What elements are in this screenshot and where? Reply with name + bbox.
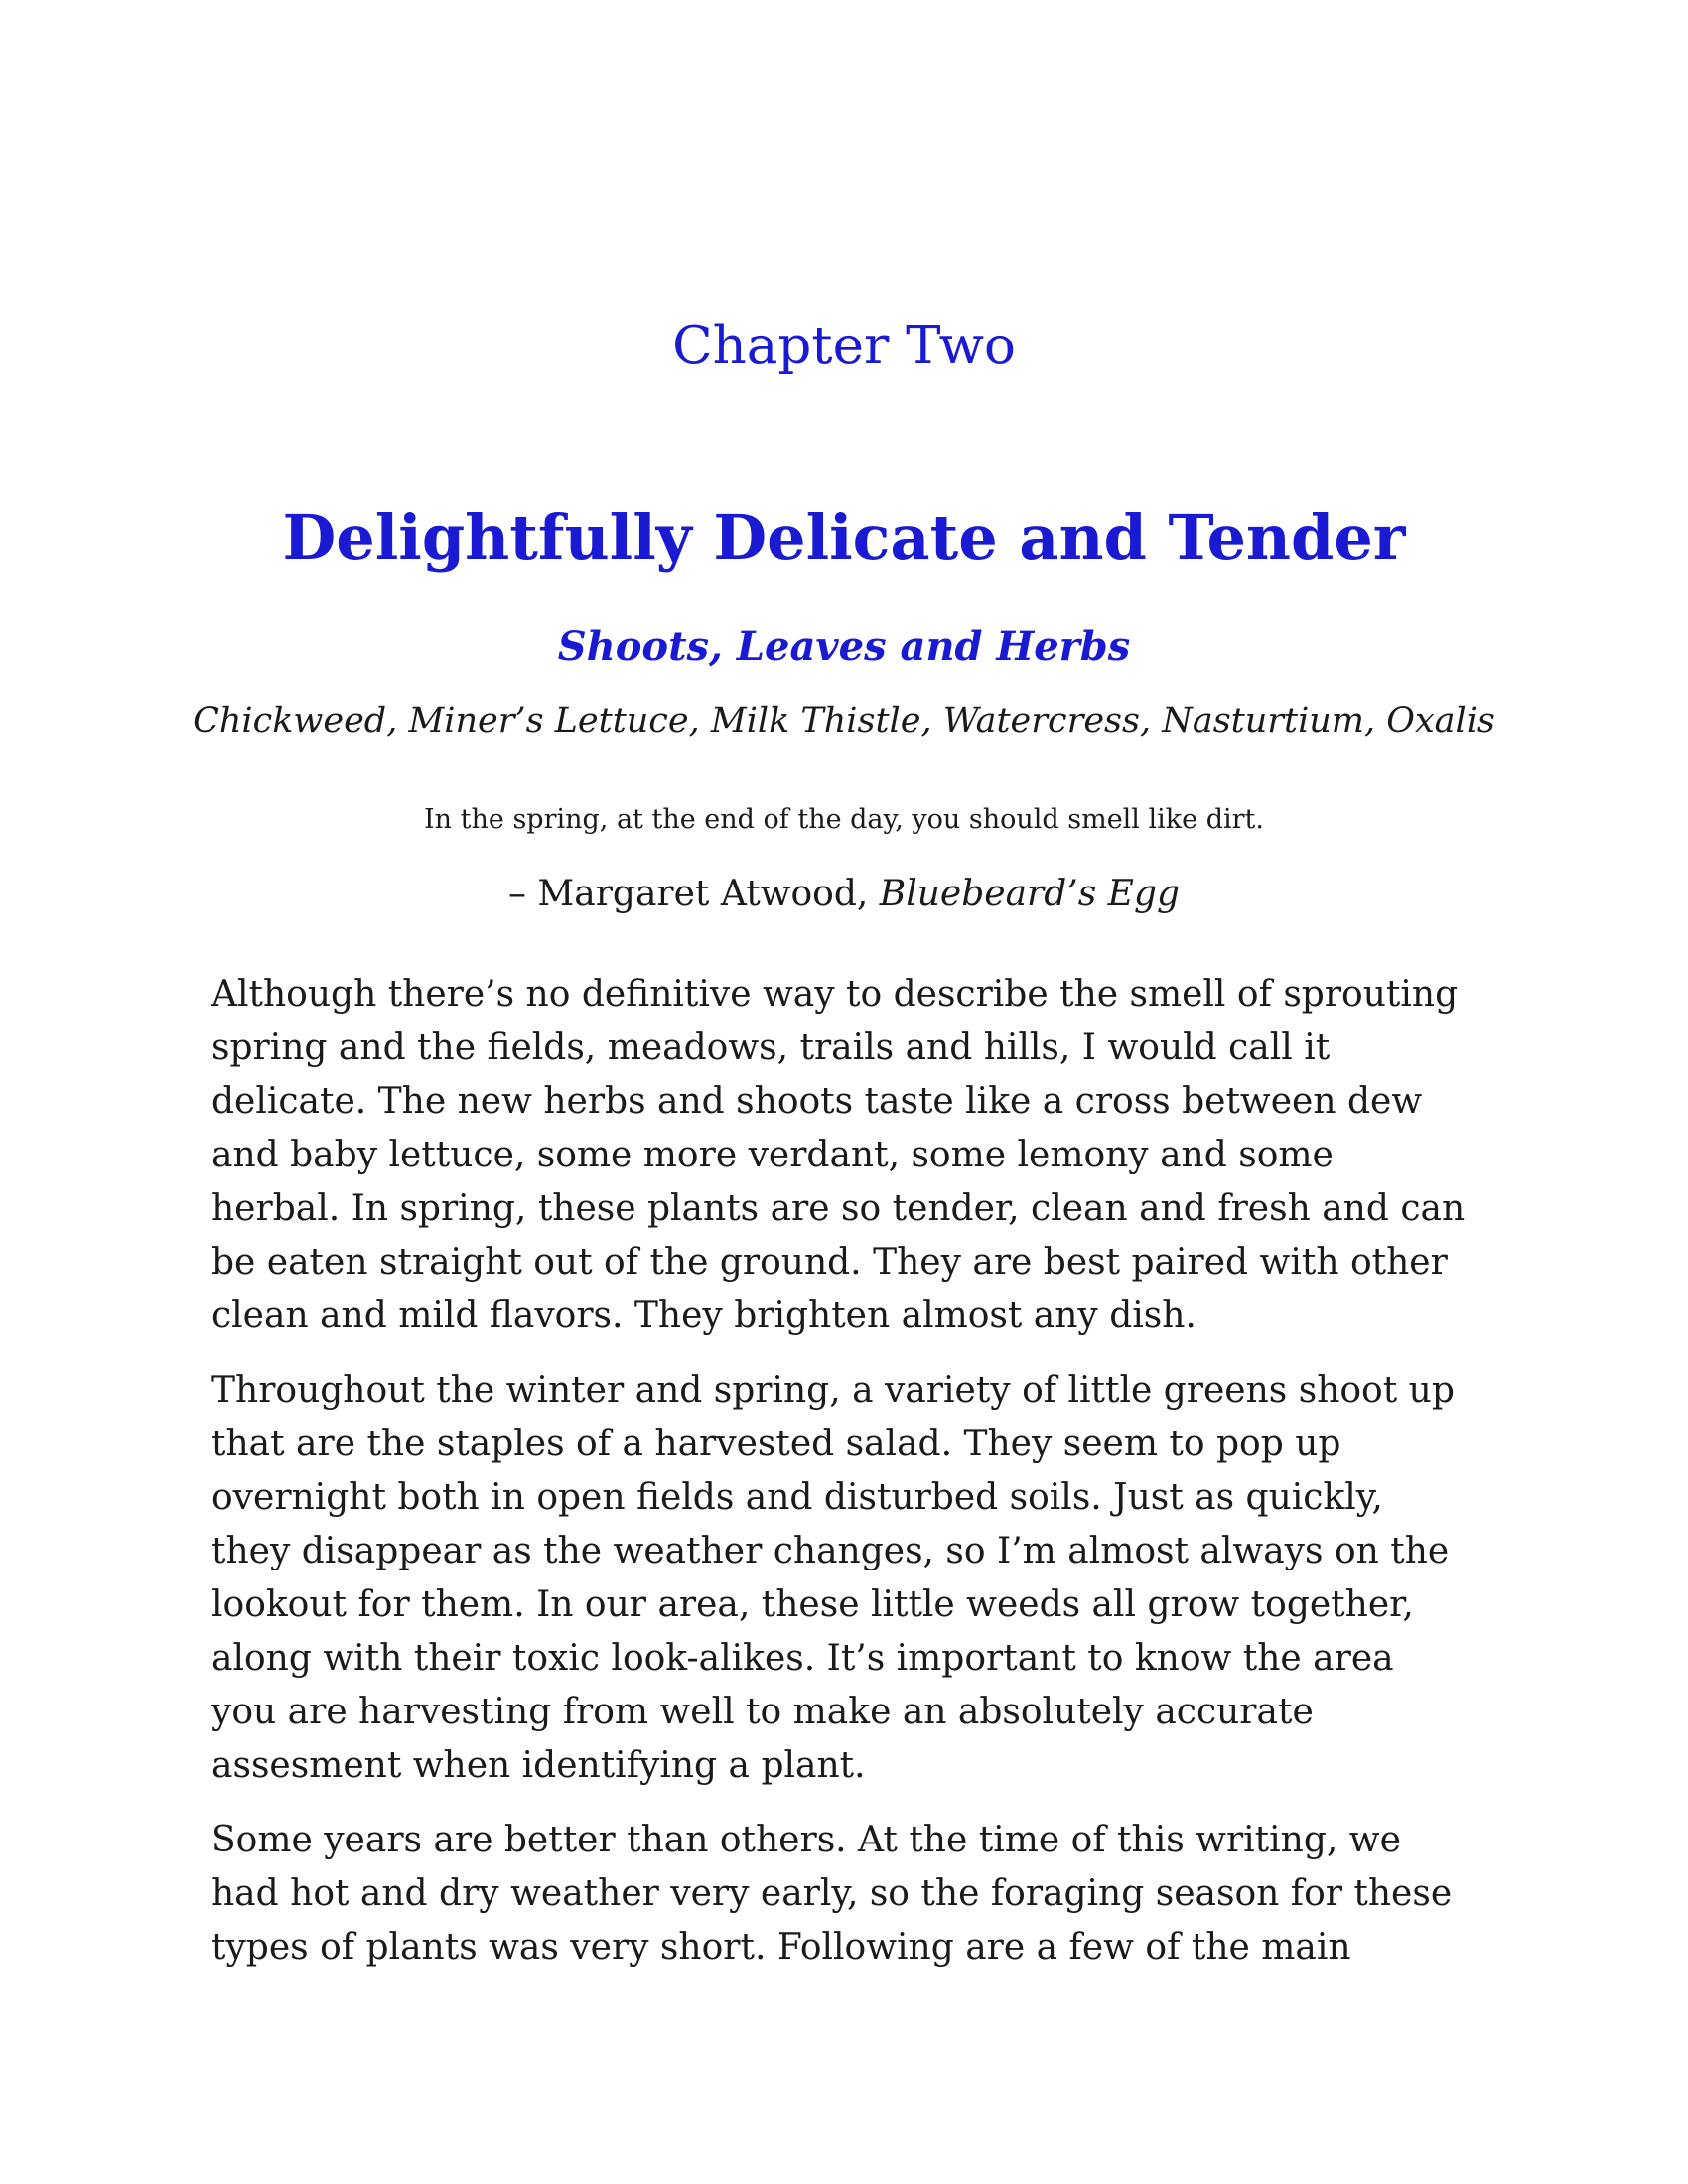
text-line: Throughout the winter and spring, a variety of little greens shoot up — [211, 1370, 1455, 1411]
text-line: along with their toxic look-alikes. It’s important to know the area — [211, 1638, 1394, 1679]
text-line: overnight both in open fields and disturbed soils. Just as quickly, — [211, 1477, 1383, 1518]
text-line: they disappear as the weather changes, so I’m almost always on the — [211, 1531, 1450, 1571]
text-line: you are harvesting from well to make an absolutely accurate — [211, 1692, 1314, 1732]
paragraph-1 — [211, 968, 1492, 1343]
text-line: herbal. In spring, these plants are so tender, clean and fresh and can — [211, 1188, 1466, 1229]
text-line: types of plants was very short. Following are a few of the main — [211, 1927, 1351, 1968]
chapter-label: Chapter Two — [672, 316, 1016, 376]
text-line: delicate. The new herbs and shoots taste like a cross between dew — [211, 1081, 1423, 1122]
text-line: spring and the fields, meadows, trails and hills, I would call it — [211, 1027, 1331, 1068]
text-line: had hot and dry weather very early, so the foraging season for these — [211, 1873, 1453, 1914]
body-text — [211, 968, 1492, 1995]
plant-list: Chickweed, Miner’s Lettuce, Milk Thistle, Watercress, Nasturtium, Oxalis — [193, 701, 1495, 741]
text-line: that are the staples of a harvested salad. They seem to pop up — [211, 1424, 1341, 1464]
paragraph-2 — [211, 1364, 1492, 1793]
chapter-subtitle: Shoots, Leaves and Herbs — [557, 623, 1131, 670]
text-line: Some years are better than others. At the time of this writing, we — [211, 1820, 1401, 1860]
text-line: be eaten straight out of the ground. They are best paired with other — [211, 1242, 1448, 1283]
text-line: assesment when identifying a plant. — [211, 1745, 866, 1786]
chapter-title: Delightfully Delicate and Tender — [282, 501, 1406, 574]
attribution-book: Bluebeard’s Egg — [879, 874, 1181, 914]
attribution-author: – Margaret Atwood, — [507, 874, 880, 914]
text-line: lookout for them. In our area, these little weeds all grow together, — [211, 1584, 1414, 1625]
epigraph-quote: In the spring, at the end of the day, you should smell like dirt. — [424, 804, 1264, 835]
epigraph-attribution — [0, 874, 1688, 914]
text-line: Although there’s no definitive way to describe the smell of sprouting — [211, 974, 1459, 1015]
text-line: and baby lettuce, some more verdant, some lemony and some — [211, 1135, 1334, 1175]
paragraph-3 — [211, 1814, 1492, 1975]
text-line: clean and mild flavors. They brighten almost any dish. — [211, 1296, 1196, 1336]
